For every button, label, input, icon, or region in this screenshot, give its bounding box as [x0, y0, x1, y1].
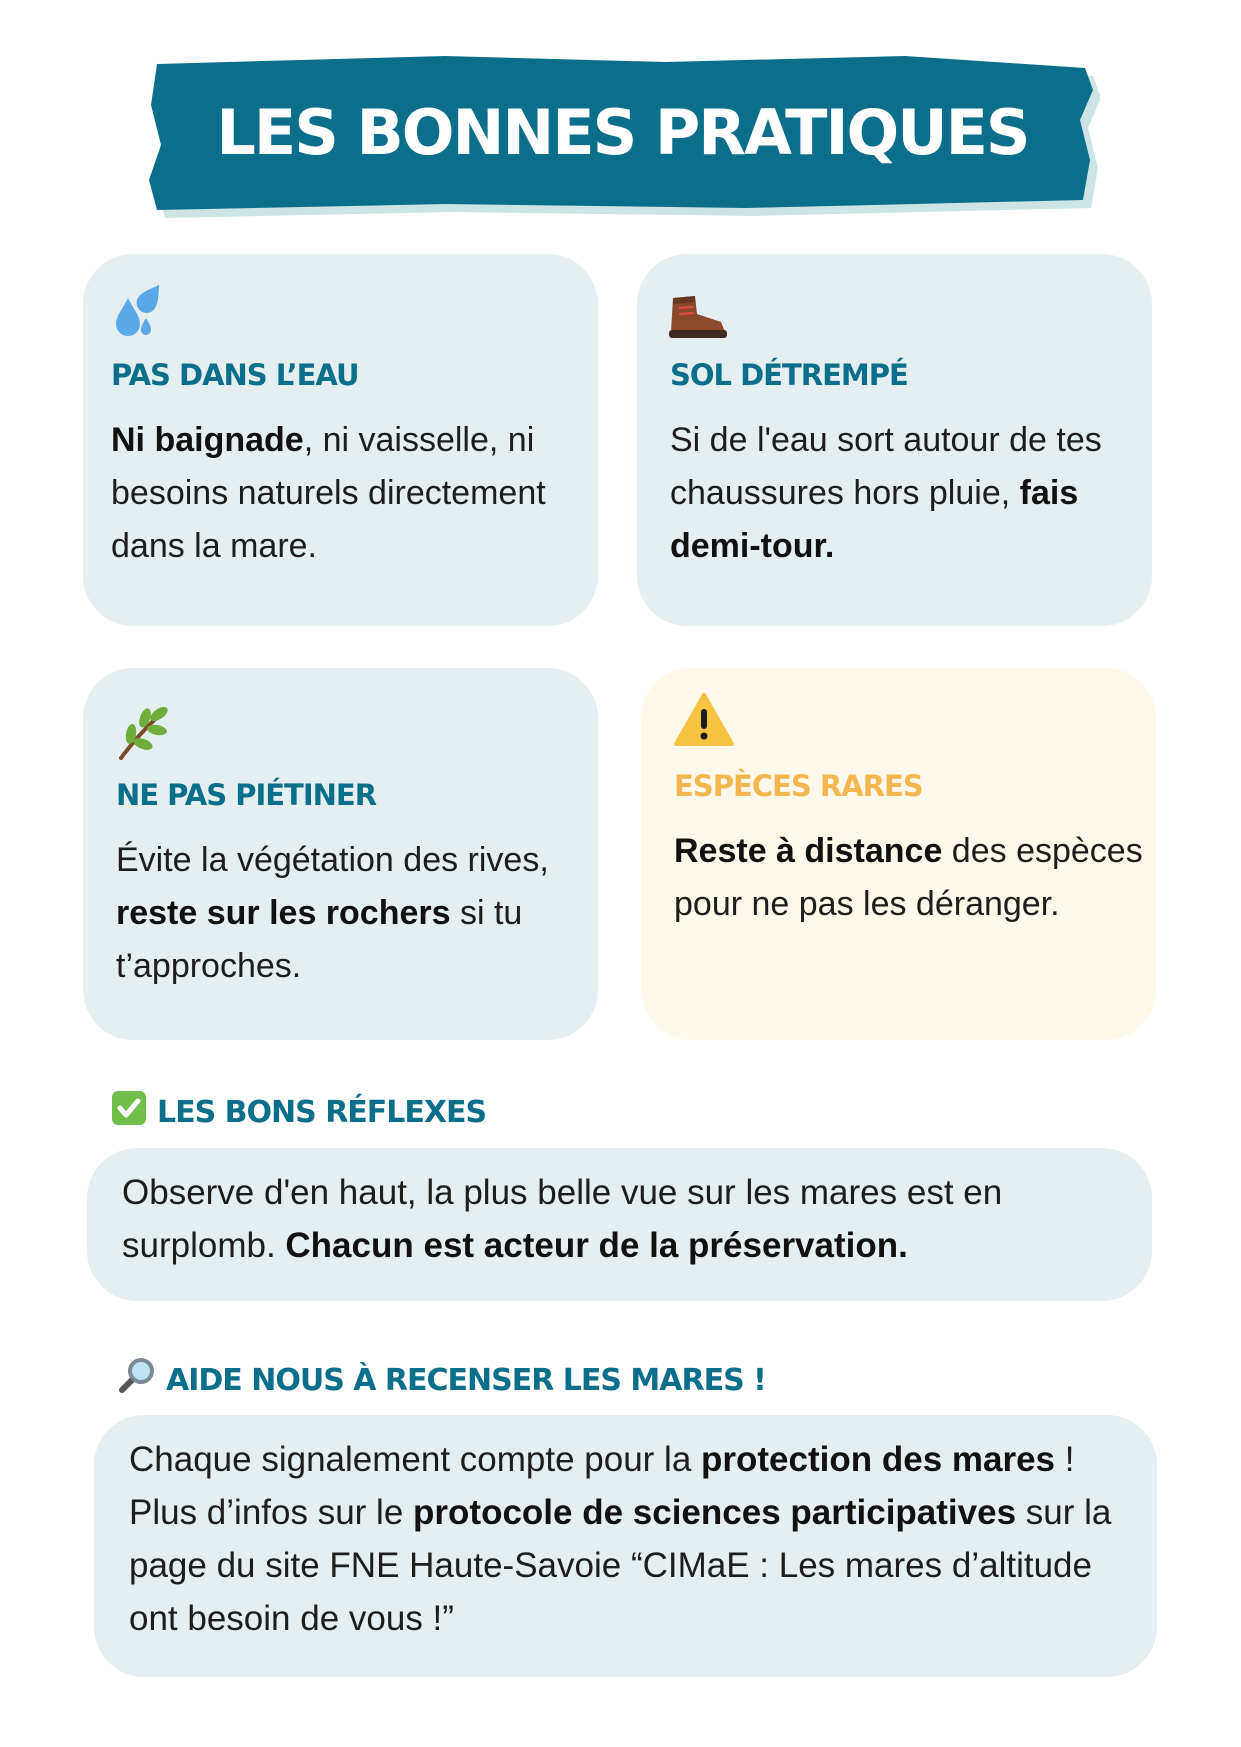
census-heading [116, 1356, 766, 1404]
page-title: LES BONNES PRATIQUES [216, 96, 1029, 169]
body-text: si tu t’approches. [116, 894, 523, 985]
card-soggy-ground [637, 254, 1152, 626]
check-box-icon [111, 1090, 147, 1134]
emphasis-text: reste sur les rochers [116, 894, 451, 932]
census-box [94, 1415, 1157, 1677]
plant-sprig-icon [115, 702, 173, 766]
body-text: , ni vaisselle, ni besoins naturels directement dans la mare. [111, 421, 546, 565]
card-text [670, 414, 1140, 573]
warning-icon [673, 692, 735, 752]
emphasis-text: Reste à distance [674, 832, 943, 870]
magnifier-icon [116, 1356, 156, 1404]
emphasis-text: Chacun est acteur de la préservation. [285, 1226, 908, 1265]
card-title: ESPÈCES RARES [674, 769, 923, 803]
card-not-in-water [83, 254, 598, 626]
card-title: PAS DANS L’EAU [111, 358, 359, 392]
body-text: sur la page du site FNE Haute-Savoie “CIMaE : Les mares d’altitude ont besoin de vous !” [129, 1493, 1112, 1638]
title-banner [145, 50, 1100, 230]
card-rare-species [641, 668, 1156, 1040]
water-drops-icon [110, 278, 174, 346]
emphasis-text: protection des mares [701, 1440, 1056, 1479]
census-heading-label: AIDE NOUS À RECENSER LES MARES ! [166, 1362, 766, 1398]
emphasis-text: protocole de sciences participatives [413, 1493, 1017, 1532]
reflexes-text [122, 1166, 1122, 1272]
reflexes-heading [111, 1090, 486, 1134]
card-text [674, 825, 1144, 931]
body-text: ! Plus d’infos sur le [129, 1440, 1075, 1532]
card-do-not-trample [83, 668, 598, 1040]
card-text [116, 834, 586, 993]
card-text [111, 414, 581, 573]
card-title: NE PAS PIÉTINER [116, 778, 377, 812]
census-text [129, 1433, 1139, 1645]
emphasis-text: Ni baignade [111, 421, 304, 459]
reflexes-box [87, 1148, 1152, 1301]
body-text: Si de l'eau sort autour de tes chaussures hors pluie, [670, 421, 1102, 512]
body-text: Évite la végétation des rives, [116, 841, 549, 879]
hiking-boot-icon [667, 294, 729, 344]
reflexes-heading-label: LES BONS RÉFLEXES [157, 1094, 487, 1130]
body-text: Observe d'en haut, la plus belle vue sur les mares est en surplomb. [122, 1173, 1003, 1265]
emphasis-text: fais demi-tour. [670, 474, 1079, 565]
body-text: Chaque signalement compte pour la [129, 1440, 702, 1479]
body-text: des espèces pour ne pas les déranger. [674, 832, 1143, 923]
card-title: SOL DÉTREMPÉ [670, 358, 908, 392]
